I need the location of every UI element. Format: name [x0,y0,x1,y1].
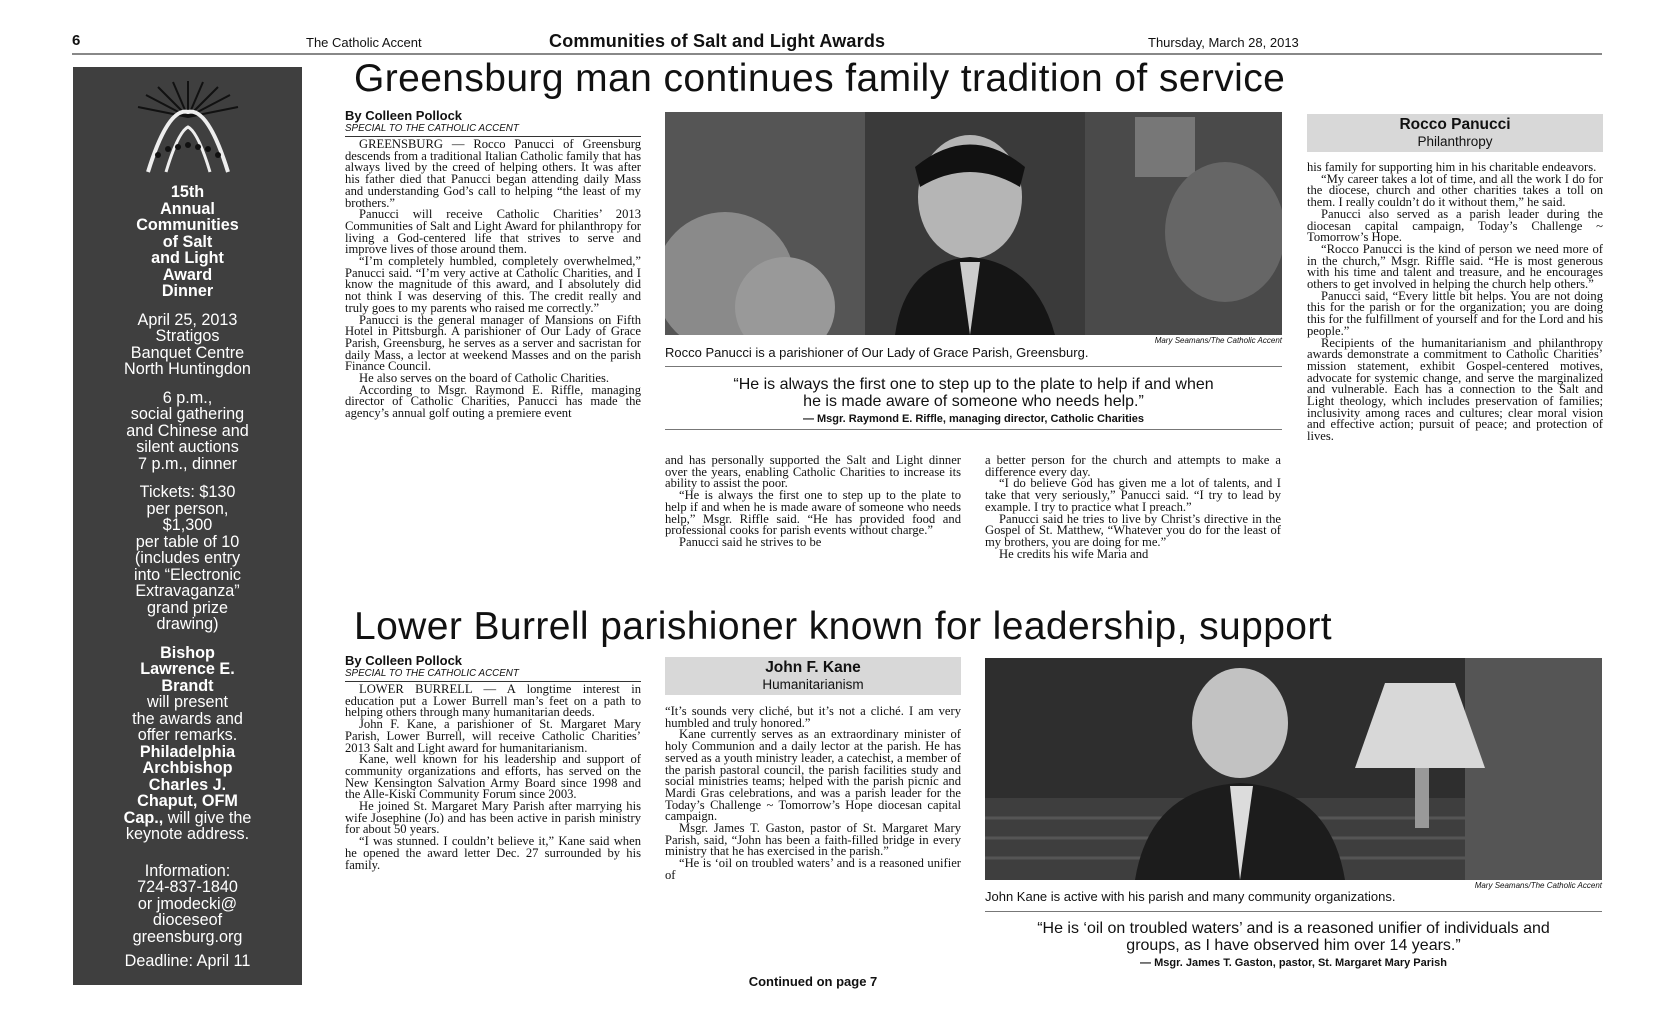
archbishop-name-line: Chaput, OFM [137,792,238,810]
portrait-image-icon [665,112,1282,335]
deadline: Deadline: April 11 [124,952,251,970]
paragraph: “Rocco Panucci is the kind of person we need more of in the church,” Msgr. Riffle said. “He is most generous with his time and talent and treasure, and he encourages others to get involved in helping the church help others.” [1307,241,1603,292]
article2-pull-attribution: — Msgr. James T. Gaston, pastor, St. Margaret Mary Parish [1140,957,1447,969]
paragraph: “He is always the first one to step up to the plate to help if and when he is made aware of someone who needs help,” Msgr. Riffle said. “He has provided food and professional cooks for parish events without charge.” [665,488,961,538]
event-details [73,312,302,378]
award-category: Philanthropy [1417,134,1493,149]
paragraph: Msgr. James T. Gaston, pastor of St. Margaret Mary Parish, said, “John has been a faith-filled bridge in every ministry that he has exercised in the parish.” [665,821,961,859]
info-line: dioceseof [152,911,223,929]
paragraph: John F. Kane, a parishioner of St. Margaret Mary Parish, Lower Burrell, will receive Catholic Charities’ 2013 Salt and Light award for humanitarianism. [345,717,641,755]
contact-info [73,863,302,946]
bishop-note [73,645,302,843]
article1-photo-credit: Mary Seamans/The Catholic Accent [1154,336,1282,345]
article2-byline-block [345,653,641,682]
event-line: April 25, 2013 [137,310,238,329]
paragraph: He joined St. Margaret Mary Parish after marrying his wife Josephine (Jo) and has been active in parish ministry for about 50 years. [345,799,641,837]
archbishop-line [73,810,302,827]
article1-photo-caption: Rocco Panucci is a parishioner of Our Lady of Grace Parish, Greensburg. [665,345,1089,360]
title-line: Communities [136,216,239,234]
info-line: or jmodecki@ [137,894,238,913]
bishop-line: will present [147,693,228,711]
rocco-panucci-photo [665,112,1282,335]
paragraph: “My career takes a lot of time, and all the work I do for the diocese, church and other charities takes a toll on them. I really couldn’t do it without them,” he said. [1307,171,1603,210]
paragraph: Panucci said, “Every little bit helps. You are not doing this for the parish or for the organization; you are doing this for the fulfillment of yourself and for the Lord and his people.” [1307,288,1603,338]
archbishop-line: keynote address. [125,825,250,843]
archbishop-name-line: Cap., [123,808,164,827]
event-line: North Huntingdon [124,360,251,378]
event-line: Stratigos [155,327,220,345]
title-line: 15th [170,183,205,201]
ticket-line: grand prize [147,598,228,617]
paragraph: He also serves on the board of Catholic Charities. [359,371,610,386]
ticket-line: into “Electronic [133,565,242,584]
info-line: 724-837-1840 [137,878,238,896]
article2-headline: Lower Burrell parishioner known for leadership, support [354,605,1332,648]
article2-column-1 [345,684,641,986]
event-sidebar [73,67,302,985]
title-line: Award [162,265,213,284]
publication-name: The Catholic Accent [306,35,422,50]
paragraph: Panucci said he strives to be [679,534,822,549]
paragraph: According to Msgr. Raymond E. Riffle, managing director of Catholic Charities, Panucci has made the agency’s annual golf outing a premiere event [345,382,641,421]
paragraph: Kane currently serves as an extraordinary minister of holy Communion and a daily lector at the parish. He has served as a youth ministry leader, a catechist, a member of the parish pastoral council, the parish facilities study and social ministries teams; helped with the parish picnic and Mardi Gras celebrations, and was a parish leader for the Today’s Challenge ~ Tomorrow’s Hope diocesan capital campaign. [665,727,961,824]
article1-headline: Greensburg man continues family tradition of service [354,57,1286,100]
page-number: 6 [72,32,81,49]
salt-light-logo-icon [128,77,248,177]
dinner-title [73,184,302,300]
schedule-line: silent auctions [136,438,239,456]
title-line: Annual [160,199,215,218]
article1-pull-quote-box [665,366,1282,430]
section-title: Communities of Salt and Light Awards [549,31,886,51]
ticket-line: per person, [146,499,229,518]
bishop-line: offer remarks. [137,726,238,744]
article1-column-1 [345,139,641,601]
archbishop-name-line: Philadelphia [139,742,236,761]
schedule-line: 7 p.m., dinner [138,454,237,473]
paragraph: his family for supporting him in his charitable endeavors. [1307,162,1597,174]
paragraph: GREENSBURG — Rocco Panucci of Greensburg descends from a traditional Italian Catholic family that has always lived by the creed of helping others. It was after his father died that Panucci began attending daily Mass and understanding God’s call to helping “the least of my brothers.” [345,139,641,210]
paragraph: “It’s sounds very cliché, but it’s not a cliché. I am very humbled and truly honored.” [665,706,961,730]
continued-notice: Continued on page 7 [748,974,878,989]
paragraph: Panucci will receive Catholic Charities’ 2013 Communities of Salt and Light Award for philanthropy for living a God-centered life that strives to serve and improve lives of those around them. [345,207,641,257]
article2-pull-quote-box [985,911,1602,969]
article1-column-3 [985,455,1281,601]
event-line: Banquet Centre [130,343,245,362]
paragraph: Kane, well known for his leadership and support of community organizations and efforts, has served on the New Kensington Salvation Army Board since 1998 and the Alle-Kiski Community Forum since 2003. [345,752,641,802]
article2-column-2 [665,706,961,974]
paragraph: LOWER BURRELL — A longtime interest in education put a Lower Burrell man’s feet on a path to helping others through many humanitarian deeds. [345,684,641,720]
schedule-line: 6 p.m., [162,388,213,407]
archbishop-name-line: Charles J. [148,775,227,794]
paragraph: “I’m completely humbled, completely overwhelmed,” Panucci said. “I’m very active at Catholic Charities, and I know the magnitude of this award, and I absolutely did not think I was deserving of this. The credit really and truly goes to my parents who raised me correctly.” [345,254,641,315]
article1-pull-attribution: — Msgr. Raymond E. Riffle, managing director, Catholic Charities [802,413,1145,425]
header-rule [72,53,1602,55]
ticket-line: Tickets: $130 [139,483,236,501]
bishop-line: the awards and [132,709,243,728]
info-line: Information: [144,861,231,880]
ticket-line: (includes entry [134,549,241,567]
portrait-image-icon [985,658,1602,880]
archbishop-name-line: Archbishop [142,759,233,777]
bishop-name-line: Lawrence E. [140,660,235,678]
ticket-line: $1,300 [162,516,213,534]
article1-pull-quote: “He is always the first one to step up to the plate to help if and when he is made aware of someone who needs help.” [733,376,1214,410]
bishop-name-line: Bishop [160,643,215,662]
title-line: and Light [151,249,224,267]
paragraph: Panucci also served as a parish leader during the diocesan capital campaign, Today’s Challenge ~ Tomorrow’s Hope. [1307,206,1603,245]
ticket-line: drawing) [156,615,219,633]
paragraph: Panucci is the general manager of Mansions on Fifth Hotel in Pittsburgh. A parishioner of Our Lady of Grace Parish, Greensburg, he serves as a server and sacristan for daily Mass, a lector at weekend Masses and on the parish Finance Council. [345,312,641,374]
paragraph: Recipients of the humanitarianism and philanthropy awards demonstrate a commitment to Catholic Charities’ mission statement, exhibit Gospel-centered motives, advocate for systemic change, and serve the marginalized and vulnerable. Each has a connection to the Salt and Light theology, which includes preservation of families; inclusivity among races and cultures; clear moral vision and effective action; pursuit of peace; and protection of lives. [1307,335,1603,444]
john-kane-name-box [665,657,961,695]
schedule-line: and Chinese and [126,421,249,440]
paragraph: He credits his wife Maria and [999,546,1149,561]
paragraph: “He is ‘oil on troubled waters’ and is a reasoned unifier of [665,856,961,882]
article1-byline-block [345,108,641,137]
honoree-name: John F. Kane [765,659,861,676]
rocco-panucci-name-box [1307,114,1603,152]
title-line: Dinner [161,282,214,300]
issue-date: Thursday, March 28, 2013 [1148,35,1299,50]
ticket-line: per table of 10 [135,532,240,551]
article2-byline: By Colleen Pollock [345,653,463,668]
paragraph: Panucci said he tries to live by Christ’s directive in the Gospel of St. Matthew, “Whatever you do for the least of my brothers, you are doing for me.” [985,511,1281,549]
event-schedule [73,390,302,473]
honoree-name: Rocco Panucci [1399,116,1511,133]
title-line: of Salt [162,232,213,251]
ticket-line: Extravaganza” [135,582,240,600]
article1-column-4 [1307,162,1603,602]
award-category: Humanitarianism [762,677,864,692]
article1-byline: By Colleen Pollock [345,108,463,123]
paragraph: a better person for the church and attempts to make a difference every day. [985,455,1281,479]
article2-byline-sub: SPECIAL TO THE CATHOLIC ACCENT [345,668,641,682]
paragraph: and has personally supported the Salt and Light dinner over the years, enabling Catholic Charities to increase its ability to assist the poor. [665,455,961,491]
bishop-name-line: Brandt [161,676,214,695]
article2-photo-caption: John Kane is active with his parish and many community organizations. [985,889,1396,904]
article1-column-2 [665,455,961,601]
article2-pull-quote: “He is ‘oil on troubled waters’ and is a reasoned unifier of individuals and groups, as I have observed him over 14 years.” [1037,920,1550,954]
paragraph: “I do believe God has given me a lot of talents, and I take that very seriously,” Panucci said. “I try to lead by example. I try to practice what I preach.” [985,476,1281,514]
article1-byline-sub: SPECIAL TO THE CATHOLIC ACCENT [345,123,641,137]
info-line: greensburg.org [132,927,243,946]
paragraph: “I was stunned. I couldn’t believe it,” Kane said when he opened the award letter Dec. 27 surrounded by his family. [345,834,641,872]
archbishop-line-rest: will give the [163,808,252,827]
ticket-info [73,484,302,633]
schedule-line: social gathering [130,405,245,423]
john-kane-photo [985,658,1602,880]
article2-photo-credit: Mary Seamans/The Catholic Accent [1474,881,1602,890]
